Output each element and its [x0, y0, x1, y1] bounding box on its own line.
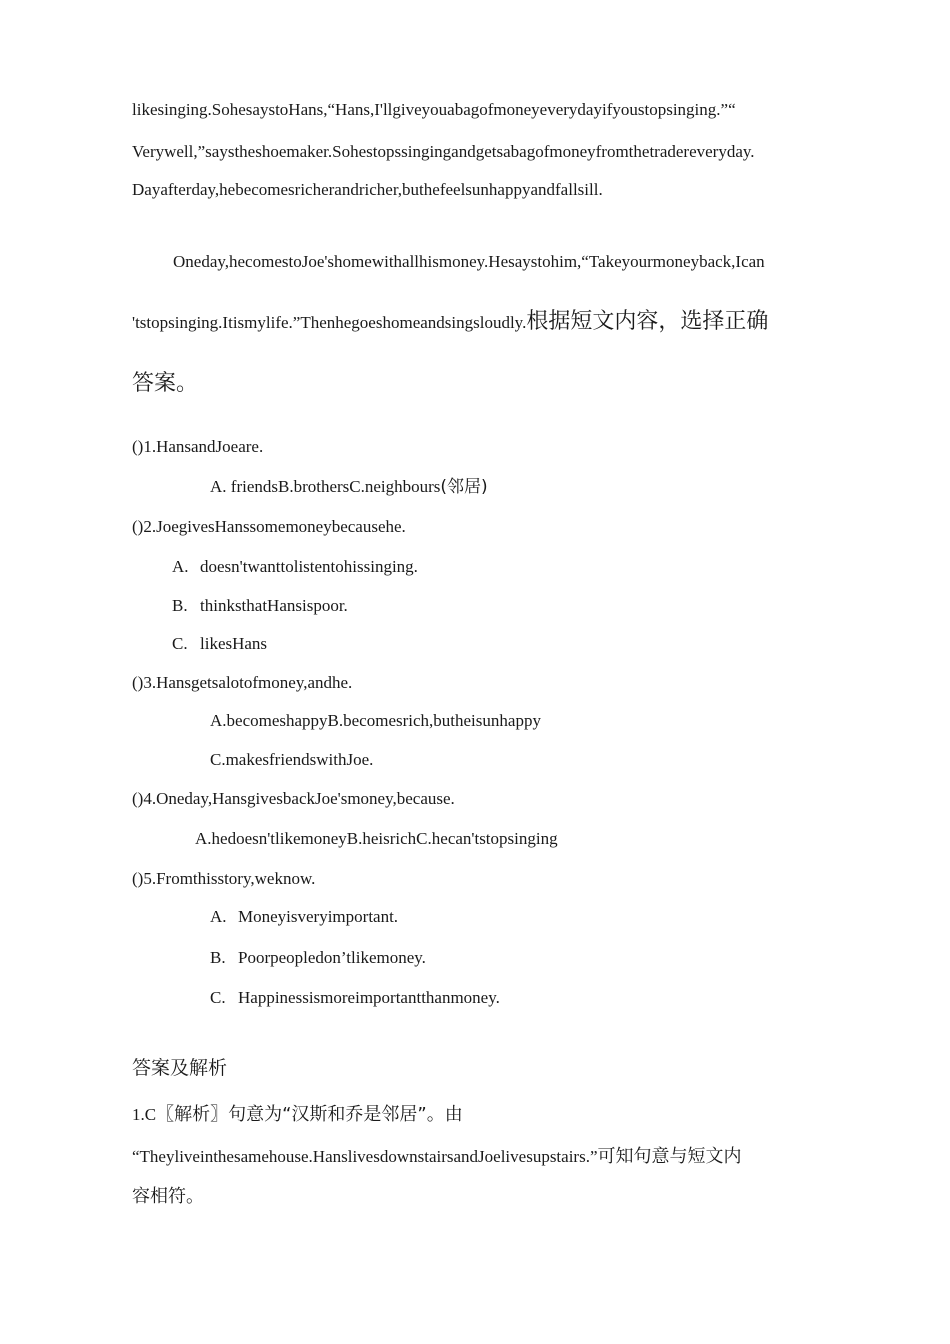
option-text: Moneyisveryimportant.	[238, 907, 399, 926]
question-stem: ()4.Oneday,HansgivesbackJoe'smoney,because.	[132, 789, 455, 808]
answer-explanation: 〖解析〗句意为“汉斯和乔是邻居”。由	[156, 1104, 463, 1125]
option-text: A. friendsB.brothersC.neighbours	[210, 477, 441, 496]
answer-explanation: 容相符。	[132, 1186, 204, 1207]
question-stem: ()5.Fromthisstory,weknow.	[132, 869, 316, 888]
option-letter: B.	[210, 948, 226, 967]
option-item	[172, 556, 418, 578]
question-options: A.becomeshappyB.becomesrich,butheisunhappy	[210, 711, 541, 730]
option-item	[210, 947, 426, 969]
passage-text: 'tstopsinging.Itismylife.”Thenhegoeshomeandsingsloudly.	[132, 313, 527, 332]
option-text: thinksthatHansispoor.	[200, 596, 348, 615]
option-letter: C.	[210, 988, 226, 1007]
answer-number: 1.C	[132, 1105, 157, 1124]
answer-line	[132, 1104, 463, 1126]
option-text: likesHans	[200, 634, 268, 653]
question-stem: ()3.Hansgetsalotofmoney,andhe.	[132, 673, 353, 692]
option-item	[172, 633, 267, 655]
instruction-text: 答案。	[132, 371, 199, 396]
question-stem: ()1.HansandJoeare.	[132, 437, 264, 456]
answer-line	[132, 1146, 742, 1168]
answers-heading: 答案及解析	[132, 1057, 228, 1079]
option-gloss: (邻居)	[440, 477, 488, 497]
option-letter: A.	[172, 557, 189, 576]
option-text: doesn'twanttolistentohissinging.	[200, 557, 418, 576]
option-item	[210, 906, 398, 928]
option-text: Happinessismoreimportantthanmoney.	[238, 988, 500, 1007]
option-letter: C.	[172, 634, 188, 653]
question-stem: ()2.JoegivesHanssomemoneybecausehe.	[132, 517, 406, 536]
instruction-text: 根据短文内容，选择正确	[526, 309, 769, 334]
question-options: C.makesfriendswithJoe.	[210, 750, 374, 769]
option-item	[210, 987, 500, 1009]
option-item	[172, 595, 348, 617]
passage-line: Dayafterday,hebecomesricherandricher,buthefeelsunhappyandfallsill.	[132, 180, 603, 199]
passage-line: Verywell,”saystheshoemaker.Sohestopssingingandgetsabagofmoneyfromthetradereveryday.	[132, 142, 755, 161]
option-text: Poorpeopledon’tlikemoney.	[238, 948, 426, 967]
passage-line	[132, 311, 768, 334]
passage-line: Oneday,hecomestoJoe'shomewithallhismoney.Hesaystohim,“Takeyourmoneyback,Ican	[173, 252, 765, 271]
passage-line: likesinging.SohesaystoHans,“Hans,I'llgiveyouabagofmoneyeverydayifyoustopsinging.”“	[132, 100, 736, 119]
option-letter: B.	[172, 596, 188, 615]
answer-explanation: 可知句意与短文内	[597, 1146, 742, 1167]
option-letter: A.	[210, 907, 227, 926]
question-options	[210, 476, 488, 498]
question-options: A.hedoesn'tlikemoneyB.heisrichC.hecan'tstopsinging	[195, 829, 558, 848]
answer-quote: “Theyliveinthesamehouse.HanslivesdownstairsandJoelivesupstairs.”	[132, 1147, 598, 1166]
